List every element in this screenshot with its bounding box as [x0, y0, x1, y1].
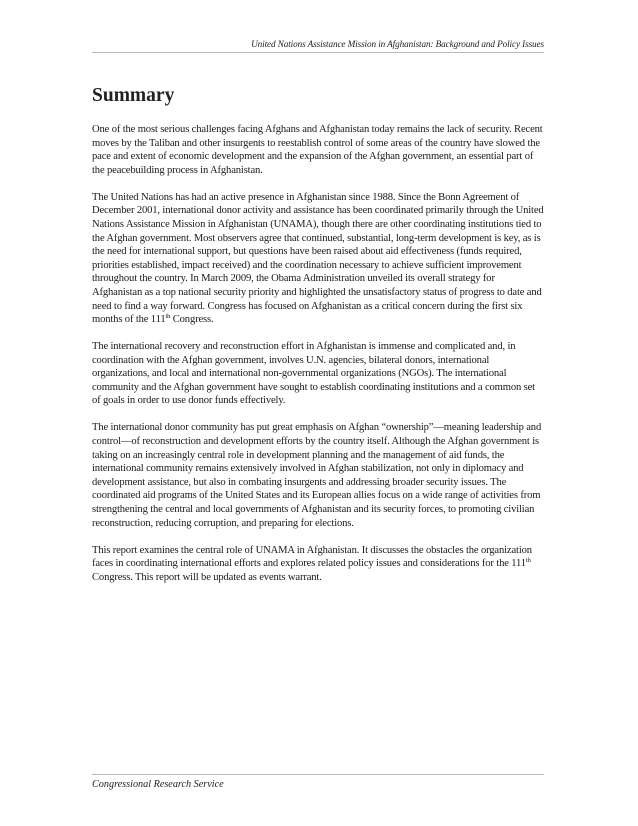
footer-publisher: Congressional Research Service: [92, 779, 224, 790]
paragraph-1: One of the most serious challenges facing Afghans and Afghanistan today remains the lack of security. Recent moves by the Taliban and other insurgents to reestablish control of some areas of the country have slowed the pace and extent of economic development and the expansion of the Afghan government, an essential part of the peacebuilding process in Afghanistan.: [92, 124, 543, 176]
paragraph-5: [92, 544, 544, 585]
running-header: United Nations Assistance Mission in Afghanistan: Background and Policy Issues: [251, 39, 544, 49]
paragraph-4: The international donor community has put great emphasis on Afghan “ownership”—meaning leadership and control—of reconstruction and development efforts by the country itself. Although the Afghan government is taking on an increasingly central role in development planning and the management of aid funds, the international community remains extensively involved in Afghan stabilization, not only in diplomacy and development assistance, but also in combating insurgents and addressing broader security issues. The coordinated aid programs of the United States and its European allies focus on a wide range of activities from strengthening the central and local governments of Afghanistan and its security forces, to promoting civilian reconstruction, reducing corruption, and preparing for elections.: [92, 422, 542, 529]
section-title: Summary: [92, 85, 175, 106]
ordinal-suffix: th: [165, 313, 171, 321]
paragraph-2: [92, 191, 544, 327]
summary-body: [92, 123, 544, 598]
paragraph-5-text: This report examines the central role of UNAMA in Afghanistan. It discusses the obstacles the organization faces in coordinating international efforts and explores related policy issues and considerations for the 111: [92, 544, 532, 570]
header-divider: [92, 52, 544, 53]
paragraph-2-tail: Congress.: [170, 314, 214, 326]
paragraph-5-tail: Congress. This report will be updated as events warrant.: [92, 571, 322, 583]
footer-divider: [92, 774, 544, 775]
ordinal-suffix: th: [525, 557, 531, 565]
paragraph-2-text: The United Nations has had an active presence in Afghanistan since 1988. Since the Bonn Agreement of December 2001, international donor activity and assistance has been coordinated primarily through the United Nations Assistance Mission in Afghanistan (UNAMA), though there are other coordinating institutions tied to the Afghan government. Most observers agree that continued, substantial, long-term development is key, as is the need for international support, but questions have been raised about aid effectiveness (funds required, priorities established, impact received) and the coordination necessary to achieve sufficient improvement throughout the country. In March 2009, the Obama Administration unveiled its overall strategy for Afghanistan as a top national security priority and highlighted the unsatisfactory status of progress to date and need to find a way forward. Congress has focused on Afghanistan as a critical concern during the first six months of the 111: [92, 191, 544, 326]
paragraph-3: The international recovery and reconstruction effort in Afghanistan is immense and complicated and, in coordination with the Afghan government, involves U.N. agencies, bilateral donors, international organizations, and local and international non-governmental organizations (NGOs). The international community and the Afghan government have sought to establish coordinating institutions and a common set of goals in order to use donor funds effectively.: [92, 341, 535, 407]
